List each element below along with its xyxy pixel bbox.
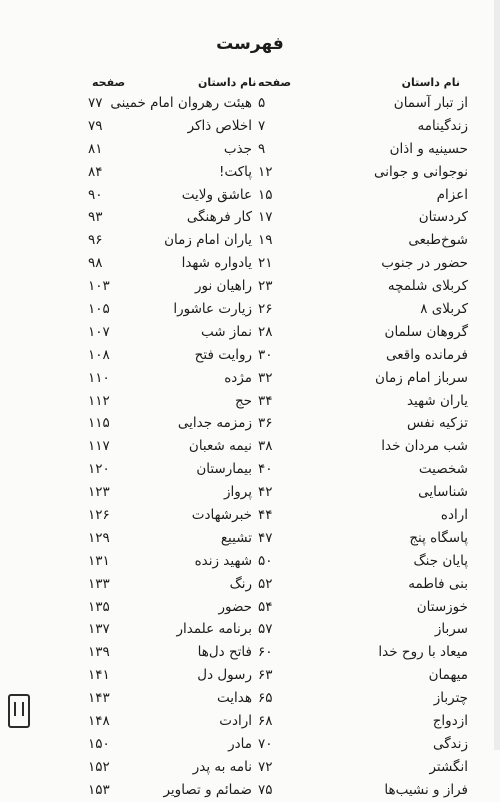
right-toc-title: کربلای شلمچه [387, 278, 468, 295]
middle-toc-title: ضمائم و تصاویر [163, 781, 252, 798]
middle-page-number: ۶۰ [258, 644, 273, 661]
toc-row [0, 504, 500, 527]
toc-row [0, 573, 500, 596]
middle-toc-title: هیئت رهروان امام خمینی [110, 95, 252, 111]
toc-row [0, 367, 500, 390]
middle-toc-title: نیمه شعبان [188, 438, 252, 455]
right-toc-title: یاران شهید [406, 392, 468, 409]
left-page-number: ۹۳ [88, 209, 103, 226]
toc-row [0, 161, 500, 184]
right-toc-title: اراده [440, 507, 468, 524]
middle-page-number: ۷۲ [258, 758, 273, 775]
middle-page-number: ۱۲ [258, 163, 273, 180]
toc-row [0, 184, 500, 207]
middle-page-number: ۵ [258, 95, 266, 111]
middle-toc-column [0, 92, 500, 802]
right-toc-title: حضور در جنوب [381, 255, 468, 272]
left-header-page: صفحه [92, 76, 126, 89]
left-page-number: ۱۰۳ [88, 278, 110, 295]
middle-toc-title: زمزمه جدایی [177, 415, 252, 432]
left-page-number: ۷۷ [88, 95, 103, 111]
page-title: فهرست [216, 34, 284, 54]
toc-row [0, 687, 500, 710]
middle-header-page: صفحه [258, 76, 292, 89]
middle-page-number: ۹ [258, 140, 266, 157]
left-page-number: ۹۰ [88, 186, 103, 203]
middle-toc-title: یادواره شهدا [181, 255, 252, 272]
toc-row [0, 550, 500, 573]
middle-toc-title: پرواز [224, 484, 252, 501]
left-page-number: ۱۲۶ [88, 507, 110, 524]
middle-page-number: ۳۸ [258, 438, 273, 455]
left-page-number: ۱۱۵ [88, 415, 110, 432]
middle-page-number: ۶۳ [258, 667, 273, 684]
middle-page-number: ۷۰ [258, 735, 273, 752]
middle-toc-title: عاشق ولایت [181, 186, 252, 203]
middle-page-number: ۱۷ [258, 209, 273, 226]
toc-row [0, 733, 500, 756]
middle-toc-title: حج [234, 392, 252, 409]
right-header-story-name: نام داستان [401, 76, 460, 89]
left-page-number: ۱۳۷ [88, 621, 110, 638]
middle-page-number: ۳۰ [258, 346, 273, 363]
toc-row [0, 275, 500, 298]
middle-toc-title: یاران امام زمان [164, 232, 252, 249]
middle-toc-title: اخلاص ذاکر [187, 117, 252, 134]
middle-toc-title: ارادت [219, 713, 252, 730]
publisher-logo-icon [8, 694, 30, 728]
middle-page-number: ۴۲ [258, 484, 273, 501]
left-page-number: ۱۳۳ [88, 575, 110, 592]
middle-toc-title: تشییع [220, 529, 252, 546]
left-page-number: ۱۲۳ [88, 484, 110, 501]
left-page-number: ۸۱ [88, 140, 103, 157]
middle-toc-title: بیمارستان [196, 461, 252, 478]
toc-row [0, 458, 500, 481]
left-page-number: ۹۸ [88, 255, 103, 272]
right-toc-title: حسینیه و اذان [389, 140, 468, 157]
middle-page-number: ۴۰ [258, 461, 273, 478]
middle-toc-title: کار فرهنگی [186, 209, 252, 226]
toc-row [0, 298, 500, 321]
right-toc-title: فراز و نشیب‌ها [384, 781, 468, 798]
toc-row [0, 618, 500, 641]
left-page-number: ۸۴ [88, 163, 103, 180]
middle-toc-title: مژده [224, 369, 252, 386]
toc-row [0, 390, 500, 413]
left-page-number: ۱۰۷ [88, 323, 110, 340]
toc-row [0, 229, 500, 252]
left-page-number: ۱۲۹ [88, 529, 110, 546]
middle-toc-title: رسول دل [197, 667, 252, 684]
middle-header-story-name: نام داستان [198, 76, 257, 89]
middle-toc-title: رنگ [229, 575, 252, 592]
middle-toc-title: زیارت عاشورا [173, 301, 252, 318]
middle-toc-title: راهیان نور [194, 278, 252, 295]
left-page-number: ۱۵۳ [88, 781, 110, 798]
right-toc-title: شب مردان خدا [381, 438, 468, 455]
middle-page-number: ۳۶ [258, 415, 273, 432]
toc-row [0, 664, 500, 687]
left-page-number: ۱۵۰ [88, 735, 110, 752]
toc-row [0, 206, 500, 229]
left-page-number: ۱۳۵ [88, 598, 110, 615]
left-page-number: ۱۱۲ [88, 392, 110, 409]
middle-toc-title: فاتح دل‌ها [197, 644, 252, 661]
toc-row [0, 756, 500, 779]
left-page-number: ۱۳۱ [88, 552, 110, 569]
left-page-number: ۷۹ [88, 117, 103, 134]
left-page-number: ۱۴۱ [88, 667, 110, 684]
middle-toc-title: مادر [228, 735, 252, 752]
left-page-number: ۹۶ [88, 232, 103, 249]
middle-page-number: ۲۸ [258, 323, 273, 340]
right-toc-title: شخصیت [418, 461, 468, 478]
right-toc-title: از تبار آسمان [393, 95, 468, 111]
right-toc-title: شناسایی [418, 484, 468, 501]
middle-toc-title: نامه به پدر [192, 758, 252, 775]
right-toc-title: اعزام [436, 186, 468, 203]
right-toc-title: فرمانده واقعی [386, 346, 468, 363]
middle-page-number: ۱۵ [258, 186, 273, 203]
middle-toc-title: برنامه علمدار [176, 621, 252, 638]
right-toc-title: خوزستان [416, 598, 468, 615]
right-toc-title: پایان جنگ [413, 552, 468, 569]
toc-row [0, 138, 500, 161]
toc-row [0, 435, 500, 458]
left-page-number: ۱۴۸ [88, 713, 110, 730]
middle-toc-title: روایت فتح [194, 346, 252, 363]
right-toc-title: ازدواج [432, 713, 468, 730]
toc-row [0, 252, 500, 275]
middle-page-number: ۵۷ [258, 621, 273, 638]
middle-page-number: ۳۲ [258, 369, 273, 386]
right-toc-title: زندگی [432, 735, 468, 752]
toc-row [0, 596, 500, 619]
middle-toc-title: خبرشهادت [191, 507, 252, 524]
toc-row [0, 527, 500, 550]
toc-row [0, 481, 500, 504]
left-page-number: ۱۰۸ [88, 346, 110, 363]
middle-page-number: ۴۷ [258, 529, 273, 546]
middle-page-number: ۴۴ [258, 507, 273, 524]
middle-toc-title: جذب [223, 140, 252, 157]
right-toc-title: میهمان [428, 667, 468, 684]
right-toc-title: تزکیه نفس [406, 415, 468, 432]
middle-toc-title: پاکت! [219, 163, 252, 180]
left-page-number: ۱۱۷ [88, 438, 110, 455]
middle-toc-title: شهید زنده [194, 552, 252, 569]
middle-page-number: ۲۱ [258, 255, 273, 272]
right-toc-title: سرباز امام زمان [375, 369, 468, 386]
toc-row [0, 115, 500, 138]
middle-page-number: ۵۰ [258, 552, 273, 569]
toc-row [0, 779, 500, 802]
toc-row [0, 641, 500, 664]
toc-row [0, 412, 500, 435]
middle-page-number: ۲۶ [258, 301, 273, 318]
toc-row [0, 92, 500, 115]
left-page-number: ۱۵۲ [88, 758, 110, 775]
middle-page-number: ۶۸ [258, 713, 273, 730]
toc-row [0, 710, 500, 733]
right-toc-title: گروهان سلمان [384, 323, 468, 340]
middle-toc-title: حضور [218, 598, 252, 615]
right-toc-title: پاسگاه پنج [409, 529, 468, 546]
middle-page-number: ۷ [258, 117, 266, 134]
left-page-number: ۱۰۵ [88, 301, 110, 318]
right-toc-title: میعاد با روح خدا [378, 644, 468, 661]
middle-toc-title: هدایت [217, 690, 252, 707]
right-toc-title: سرباز [434, 621, 468, 638]
middle-page-number: ۳۴ [258, 392, 273, 409]
right-toc-title: انگشتر [429, 758, 468, 775]
middle-page-number: ۷۵ [258, 781, 273, 798]
middle-page-number: ۵۴ [258, 598, 273, 615]
left-page-number: ۱۱۰ [88, 369, 110, 386]
middle-page-number: ۲۳ [258, 278, 273, 295]
right-toc-title: کربلای ۸ [420, 301, 468, 318]
middle-toc-title: نماز شب [200, 323, 252, 340]
left-page-number: ۱۴۳ [88, 690, 110, 707]
right-toc-title: کردستان [418, 209, 468, 226]
right-toc-title: بنی فاطمه [408, 575, 468, 592]
right-toc-title: شوخ‌طبعی [408, 232, 468, 249]
left-page-number: ۱۲۰ [88, 461, 110, 478]
middle-page-number: ۶۵ [258, 690, 273, 707]
middle-page-number: ۵۲ [258, 575, 273, 592]
middle-page-number: ۱۹ [258, 232, 273, 249]
right-toc-title: چترباز [433, 690, 468, 707]
right-toc-title: نوجوانی و جوانی [374, 163, 468, 180]
right-toc-title: زندگینامه [417, 117, 468, 134]
toc-row [0, 344, 500, 367]
left-page-number: ۱۳۹ [88, 644, 110, 661]
toc-row [0, 321, 500, 344]
